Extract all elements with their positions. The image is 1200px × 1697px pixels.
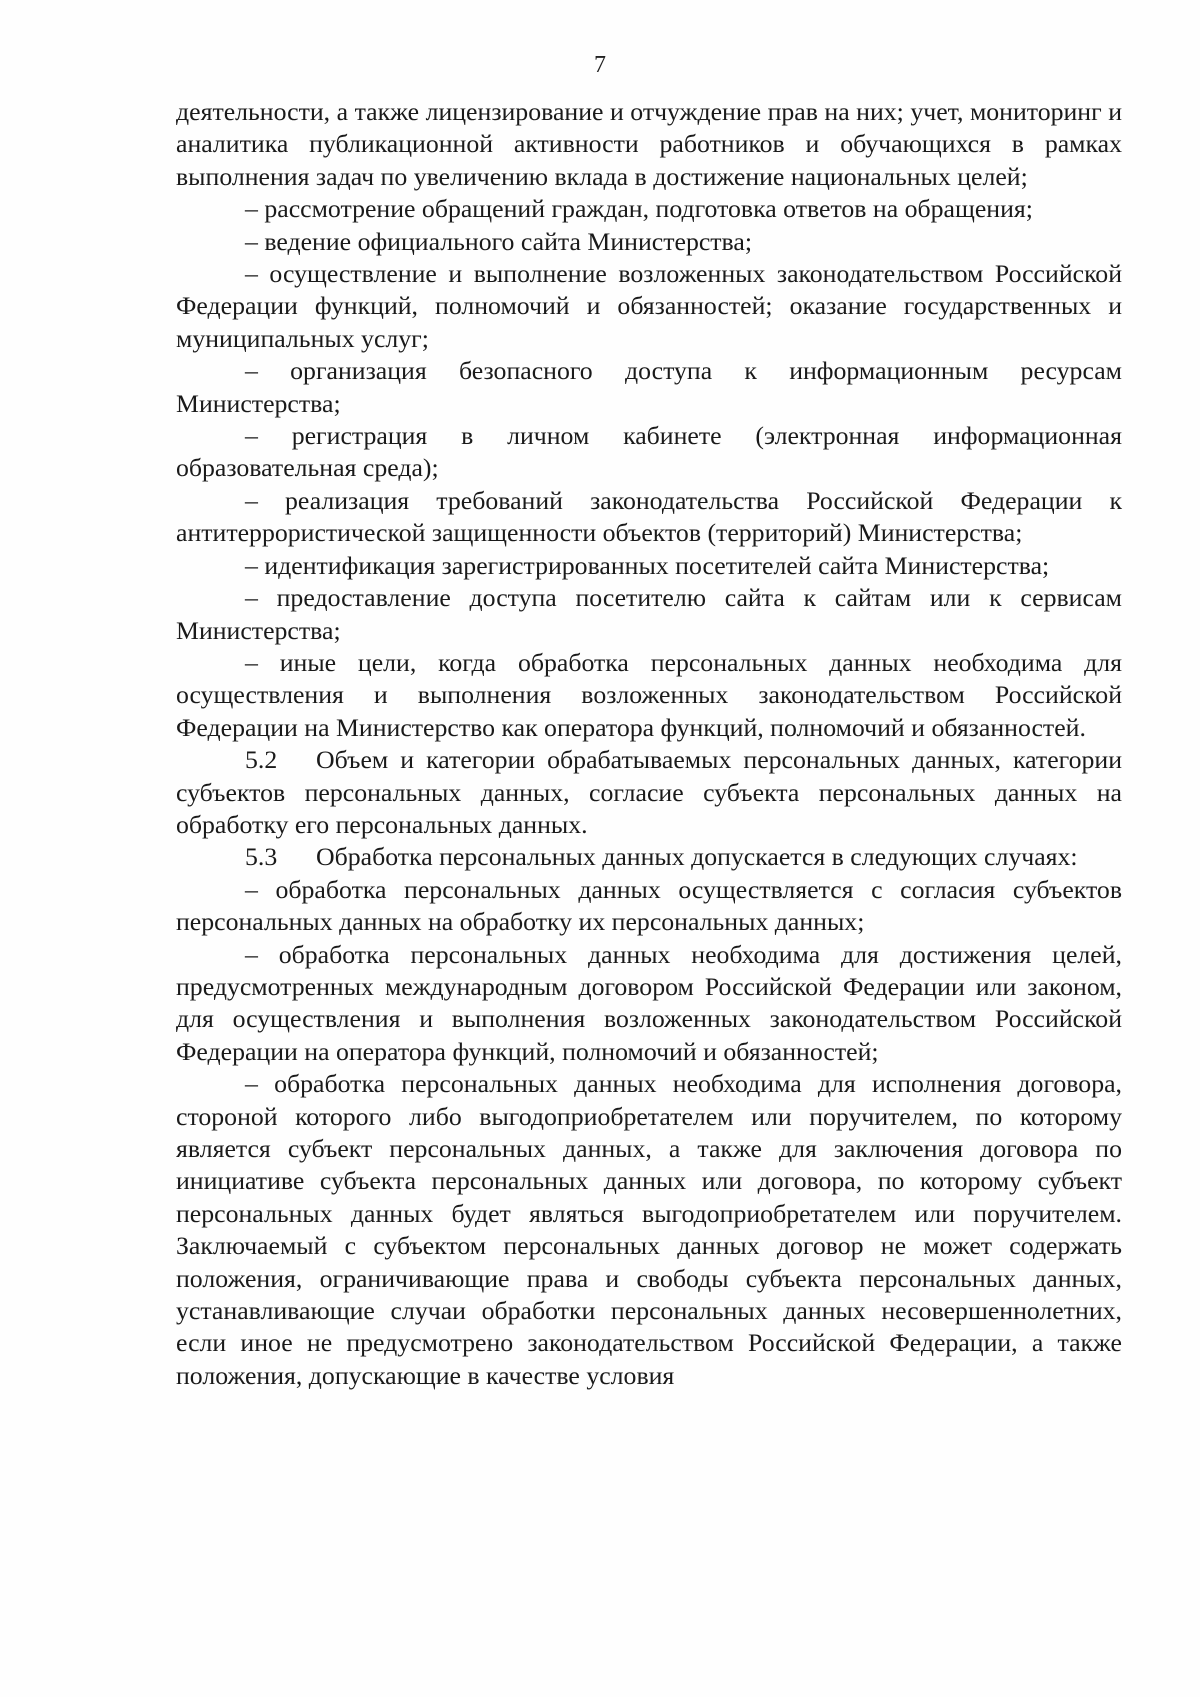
section-number: 5.3 xyxy=(245,842,278,872)
list-item-registration: – регистрация в личном кабинете (электронная информационная образовательная среда); xyxy=(176,421,1122,483)
list-item-official-site: – ведение официального сайта Министерства; xyxy=(245,226,753,256)
list-item-consent: – обработка персональных данных осуществляется с согласия субъектов персональных данных на обработку их персональных данных; xyxy=(176,874,1122,937)
list-item-contract: – обработка персональных данных необходима для исполнения договора, стороной которого либо выгодоприобретателем или поручителем, по которому является субъект персональных данных, а также для заключения договора по инициативе субъекта персональных данных или договора, по которому субъект персональных данных будет являться выгодоприобретателем или поручителем. Заключаемый с субъектом персональных данных договор не может содержать положения, ограничивающие права и свободы субъекта персональных данных, устанавливающие случаи обработки персональных данных несовершеннолетних, если иное не предусмотрено законодательством Российской Федерации, а также положения, допускающие в качестве условия xyxy=(176,1069,1122,1390)
list-item-international-treaty: – обработка персональных данных необходима для достижения целей, предусмотренных международным договором Российской Федерации или законом, для осуществления и выполнения возложенных законодательством Российской Федерации на оператора функций, полномочий и обязанностей; xyxy=(176,939,1122,1066)
document-body xyxy=(176,96,1122,1392)
section-text: Объем и категории обрабатываемых персональных данных, категории субъектов персональных данных, согласие субъекта персональных данных на обработку его персональных данных. xyxy=(176,745,1122,839)
numbered-paragraph-5-3 xyxy=(176,841,1122,873)
list-item-other-purposes: – иные цели, когда обработка персональных данных необходима для осуществления и выполнения возложенных законодательством Российской Федерации на Министерство как оператора функций, полномочий и обязанностей. xyxy=(176,647,1122,742)
numbered-paragraph-5-2 xyxy=(176,744,1122,841)
page-number: 7 xyxy=(594,52,606,78)
list-item-access-services: – предоставление доступа посетителю сайта к сайтам или к сервисам Министерства; xyxy=(176,583,1122,645)
list-item-functions-services: – осуществление и выполнение возложенных законодательством Российской Федерации функций, полномочий и обязанностей; оказание государственных и муниципальных услуг; xyxy=(176,259,1122,353)
section-text: Обработка персональных данных допускается в следующих случаях: xyxy=(316,842,1078,872)
list-item-antiterrorism: – реализация требований законодательства Российской Федерации к антитеррористической защищенности объектов (территорий) Министерства; xyxy=(176,485,1122,548)
paragraph-continuation: деятельности, а также лицензирование и отчуждение прав на них; учет, мониторинг и аналитика публикационной активности работников и обучающихся в рамках выполнения задач по увеличению вклада в достижение национальных целей; xyxy=(176,97,1122,191)
list-item-identification: – идентификация зарегистрированных посетителей сайта Министерства; xyxy=(245,550,1050,580)
list-item-citizen-appeals: – рассмотрение обращений граждан, подготовка ответов на обращения; xyxy=(245,194,1033,224)
section-number: 5.2 xyxy=(245,745,278,775)
list-item-secure-access: – организация безопасного доступа к информационным ресурсам Министерства; xyxy=(176,356,1122,418)
